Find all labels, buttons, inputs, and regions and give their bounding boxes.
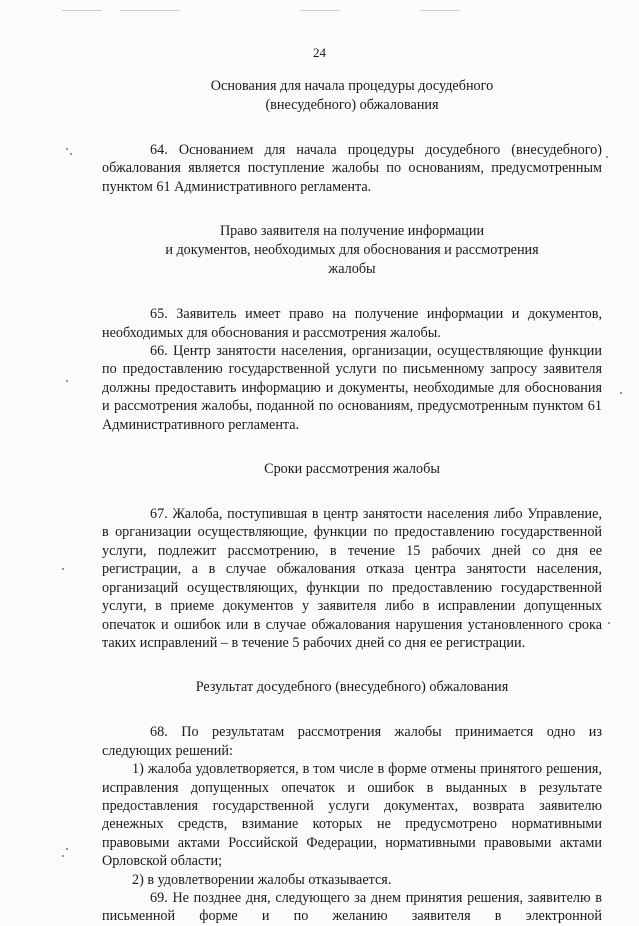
heading-grounds: Основания для начала процедуры досудебного (внесудебного) обжалования [210,78,494,113]
scan-artifact-line [120,10,180,11]
scan-artifact-line [62,10,102,11]
scan-speck [620,392,622,394]
scan-speck [66,848,68,850]
scan-speck [62,855,64,857]
paragraph-67: 67. Жалоба, поступившая в центр занятости населения либо Управление, в организации осуществляющие, функции по предоставлению государственной услуги, подлежит рассмотрению, в течение 15 рабочих дней со дня ее регистрации, а в случае обжалования отказа центра занятости населения, организаций осуществляющих, функции по предоставлению государственной услуги, в приеме документов у заявителя либо в исправлении допущенных опечаток и ошибок или в случае обжалования нарушения установленного срока таких исправлений – в течение 5 рабочих дней со дня ее регистрации. [102,506,602,651]
paragraph-68-item-1: 1) жалоба удовлетворяется, в том числе в форме отмены принятого решения, исправления допущенных опечаток и ошибок в выданных в результате предоставления государственной услуги документах, возврата заявителю денежных средств, взимание которых не предусмотрено нормативными правовыми актами Российской Федерации, нормативными правовыми актами Орловской области; [102,761,602,870]
heading-deadlines: Сроки рассмотрения жалобы [264,461,440,478]
scan-speck [606,156,608,158]
scan-speck [66,148,68,150]
paragraph-69: 69. Не позднее дня, следующего за днем принятия решения, заявителю в письменной форме и по желанию заявителя в электронной [102,889,602,925]
paragraph-66: 66. Центр занятости населения, организации, осуществляющие функции по предоставлению государственной услуги по письменному запросу заявителя должны предоставить информацию и документы, необходимые для обоснования и рассмотрения жалобы, поданной по основаниям, предусмотренным пунктом 61 Административного регламента. [102,343,602,433]
scan-artifact-line [420,10,460,11]
heading-right-to-info: Право заявителя на получение информации и документов, необходимых для обоснования и рассмотрения жалобы [165,223,539,278]
paragraph-68-item-2: 2) в удовлетворении жалобы отказывается. [132,871,392,888]
paragraph-64: 64. Основанием для начала процедуры досудебного (внесудебного) обжалования является поступление жалобы по основаниям, предусмотренным пунктом 61 Административного регламента. [102,142,602,195]
scan-speck [62,568,64,570]
paragraph-68: 68. По результатам рассмотрения жалобы принимается одно из следующих решений: [102,724,602,759]
scan-speck [608,622,610,624]
scan-speck [66,380,68,382]
paragraph-65: 65. Заявитель имеет право на получение информации и документов, необходимых для обоснования и рассмотрения жалобы. [102,306,602,341]
page-number: 24 [313,45,326,60]
scan-speck [70,153,72,155]
document-body [102,77,602,926]
scan-artifact-line [300,10,340,11]
heading-result: Результат досудебного (внесудебного) обжалования [195,679,509,696]
